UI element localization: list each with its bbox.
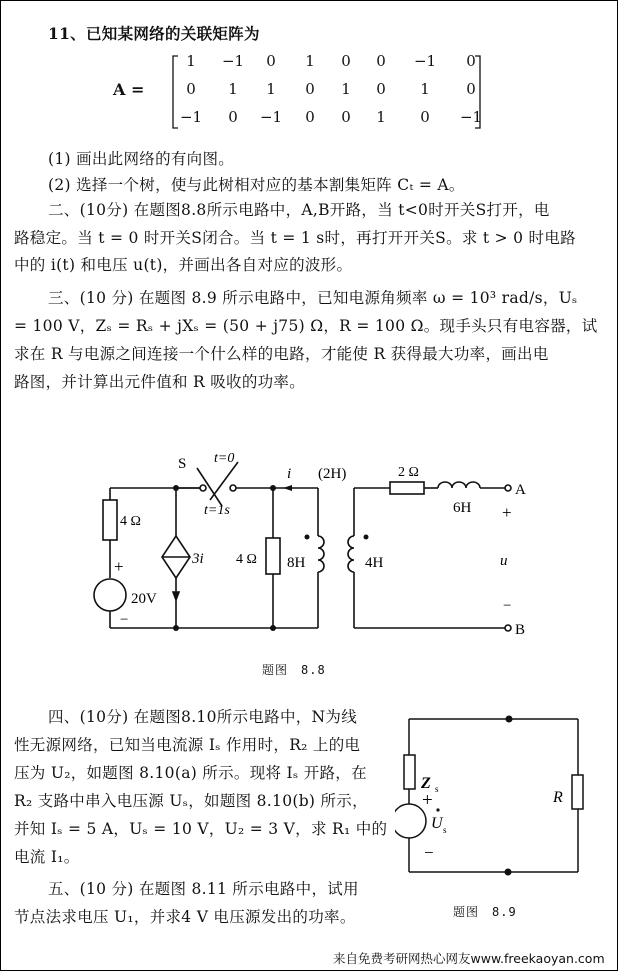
matrix-cell: 1 — [305, 52, 315, 70]
r-out-label: 2 Ω — [398, 465, 419, 480]
matrix-cell: 0 — [420, 108, 430, 126]
p11-title: 11、已知某网络的关联矩阵为 — [48, 24, 260, 43]
source-value: 20V — [131, 591, 157, 607]
matrix-cell: 0 — [186, 80, 196, 98]
matrix-cell: 1 — [266, 80, 276, 98]
matrix-cell: 0 — [376, 52, 386, 70]
p5-line-1: 五、(10 分) 在题图 8.11 所示电路中，试用 — [48, 880, 359, 898]
matrix-cell: 0 — [228, 108, 238, 126]
source-minus: − — [424, 843, 434, 862]
matrix-cell: −1 — [221, 52, 245, 70]
dep-source-label: 3i — [192, 551, 204, 567]
matrix-cell: 1 — [420, 80, 430, 98]
p11-q1: (1) 画出此网络的有向图。 — [48, 150, 235, 168]
p2-line-1: 二、(10分) 在题图8.8所示电路中，A,B开路，当 t<0时开关S打开，电 — [48, 201, 550, 219]
p4-line-1: 四、(10分) 在题图8.10所示电路中，N为线 — [48, 708, 358, 726]
p3-line-2: = 100 V，Zₛ = Rₛ + jXₛ = (50 + j75) Ω，R = 100 Ω。现手头只有电容器，试 — [14, 317, 598, 335]
switch-label: S — [178, 456, 187, 472]
zs-subscript: s — [435, 784, 439, 794]
matrix-cell: 1 — [376, 108, 386, 126]
matrix-cell: 0 — [466, 52, 476, 70]
r-label: R — [553, 789, 563, 806]
p5-line-2: 节点法求电压 U₁，并求4 V 电压源发出的功率。 — [14, 908, 356, 926]
zs-label: Z — [421, 775, 431, 792]
p4-line-2: 性无源网络，已知当电流源 Iₛ 作用时，R₂ 上的电 — [14, 736, 361, 754]
p4-line-5: 并知 Iₛ = 5 A，Uₛ = 10 V，U₂ = 3 V，求 R₁ 中的 — [14, 820, 388, 838]
matrix-cell: 1 — [341, 80, 351, 98]
source-plus: + — [422, 790, 433, 811]
p2-line-3: 中的 i(t) 和电压 u(t)，并画出各自对应的波形。 — [14, 256, 353, 274]
matrix-cell: 0 — [376, 80, 386, 98]
u-plus: + — [502, 503, 512, 522]
matrix-cell: 0 — [341, 108, 351, 126]
p4-line-6: 电流 I₁。 — [14, 848, 80, 866]
u-label: u — [500, 553, 508, 569]
u-minus: − — [503, 598, 512, 614]
source-minus: − — [120, 612, 129, 628]
us-label: U — [431, 815, 443, 832]
current-label: i — [287, 466, 292, 482]
footer-watermark: 来自免费考研网热心网友www.freekaoyan.com — [333, 951, 605, 966]
source-plus: + — [114, 557, 124, 576]
p11-q2: (2) 选择一个树，使与此树相对应的基本割集矩阵 Cₜ = A。 — [48, 176, 465, 194]
terminal-a: A — [515, 482, 526, 498]
matrix-cell: 0 — [305, 108, 315, 126]
p2-line-2: 路稳定。当 t = 0 时开关S闭合。当 t = 1 s时，再打开开关S。求 t > 0 时电路 — [14, 229, 576, 247]
matrix-cell: −1 — [179, 108, 203, 126]
us-subscript: s — [443, 825, 447, 835]
matrix-cell: 0 — [466, 80, 476, 98]
l1-label: 8H — [287, 555, 306, 571]
mutual-inductance: (2H) — [318, 466, 347, 482]
circuit-fig-8-8 — [0, 440, 560, 640]
p3-line-1: 三、(10 分) 在题图 8.9 所示电路中，已知电源角频率 ω = 10³ rad/s，Uₛ — [48, 289, 578, 307]
matrix-label: A = — [113, 80, 145, 99]
matrix-cell: 0 — [305, 80, 315, 98]
switch-close-time: t=0 — [214, 451, 235, 466]
matrix-cell: 0 — [266, 52, 276, 70]
matrix-cell: −1 — [413, 52, 437, 70]
circuit-fig-8-9 — [395, 705, 600, 885]
p3-line-4: 路图，并计算出元件值和 R 吸收的功率。 — [14, 373, 306, 391]
switch-open-time: t=1s — [204, 503, 230, 518]
p3-line-3: 求在 R 与电源之间连接一个什么样的电路，才能使 R 获得最大功率，画出电 — [14, 345, 549, 363]
matrix-cell: −1 — [459, 108, 483, 126]
fig-8-8-caption: 题图 8.8 — [262, 663, 326, 677]
fig-8-9-caption: 题图 8.9 — [453, 905, 517, 919]
l-out-label: 6H — [453, 500, 472, 516]
terminal-b: B — [515, 622, 526, 638]
l2-label: 4H — [365, 555, 384, 571]
p4-line-3: 压为 U₂，如题图 8.10(a) 所示。现将 Iₛ 开路，在 — [14, 764, 367, 782]
matrix-cell: −1 — [259, 108, 283, 126]
r-mid-label: 4 Ω — [236, 552, 257, 567]
matrix-cell: 1 — [186, 52, 196, 70]
matrix-cell: 1 — [228, 80, 238, 98]
matrix-cell: 0 — [341, 52, 351, 70]
p4-line-4: R₂ 支路中串入电压源 Uₛ，如题图 8.10(b) 所示， — [14, 792, 368, 810]
r-left-label: 4 Ω — [120, 514, 141, 529]
